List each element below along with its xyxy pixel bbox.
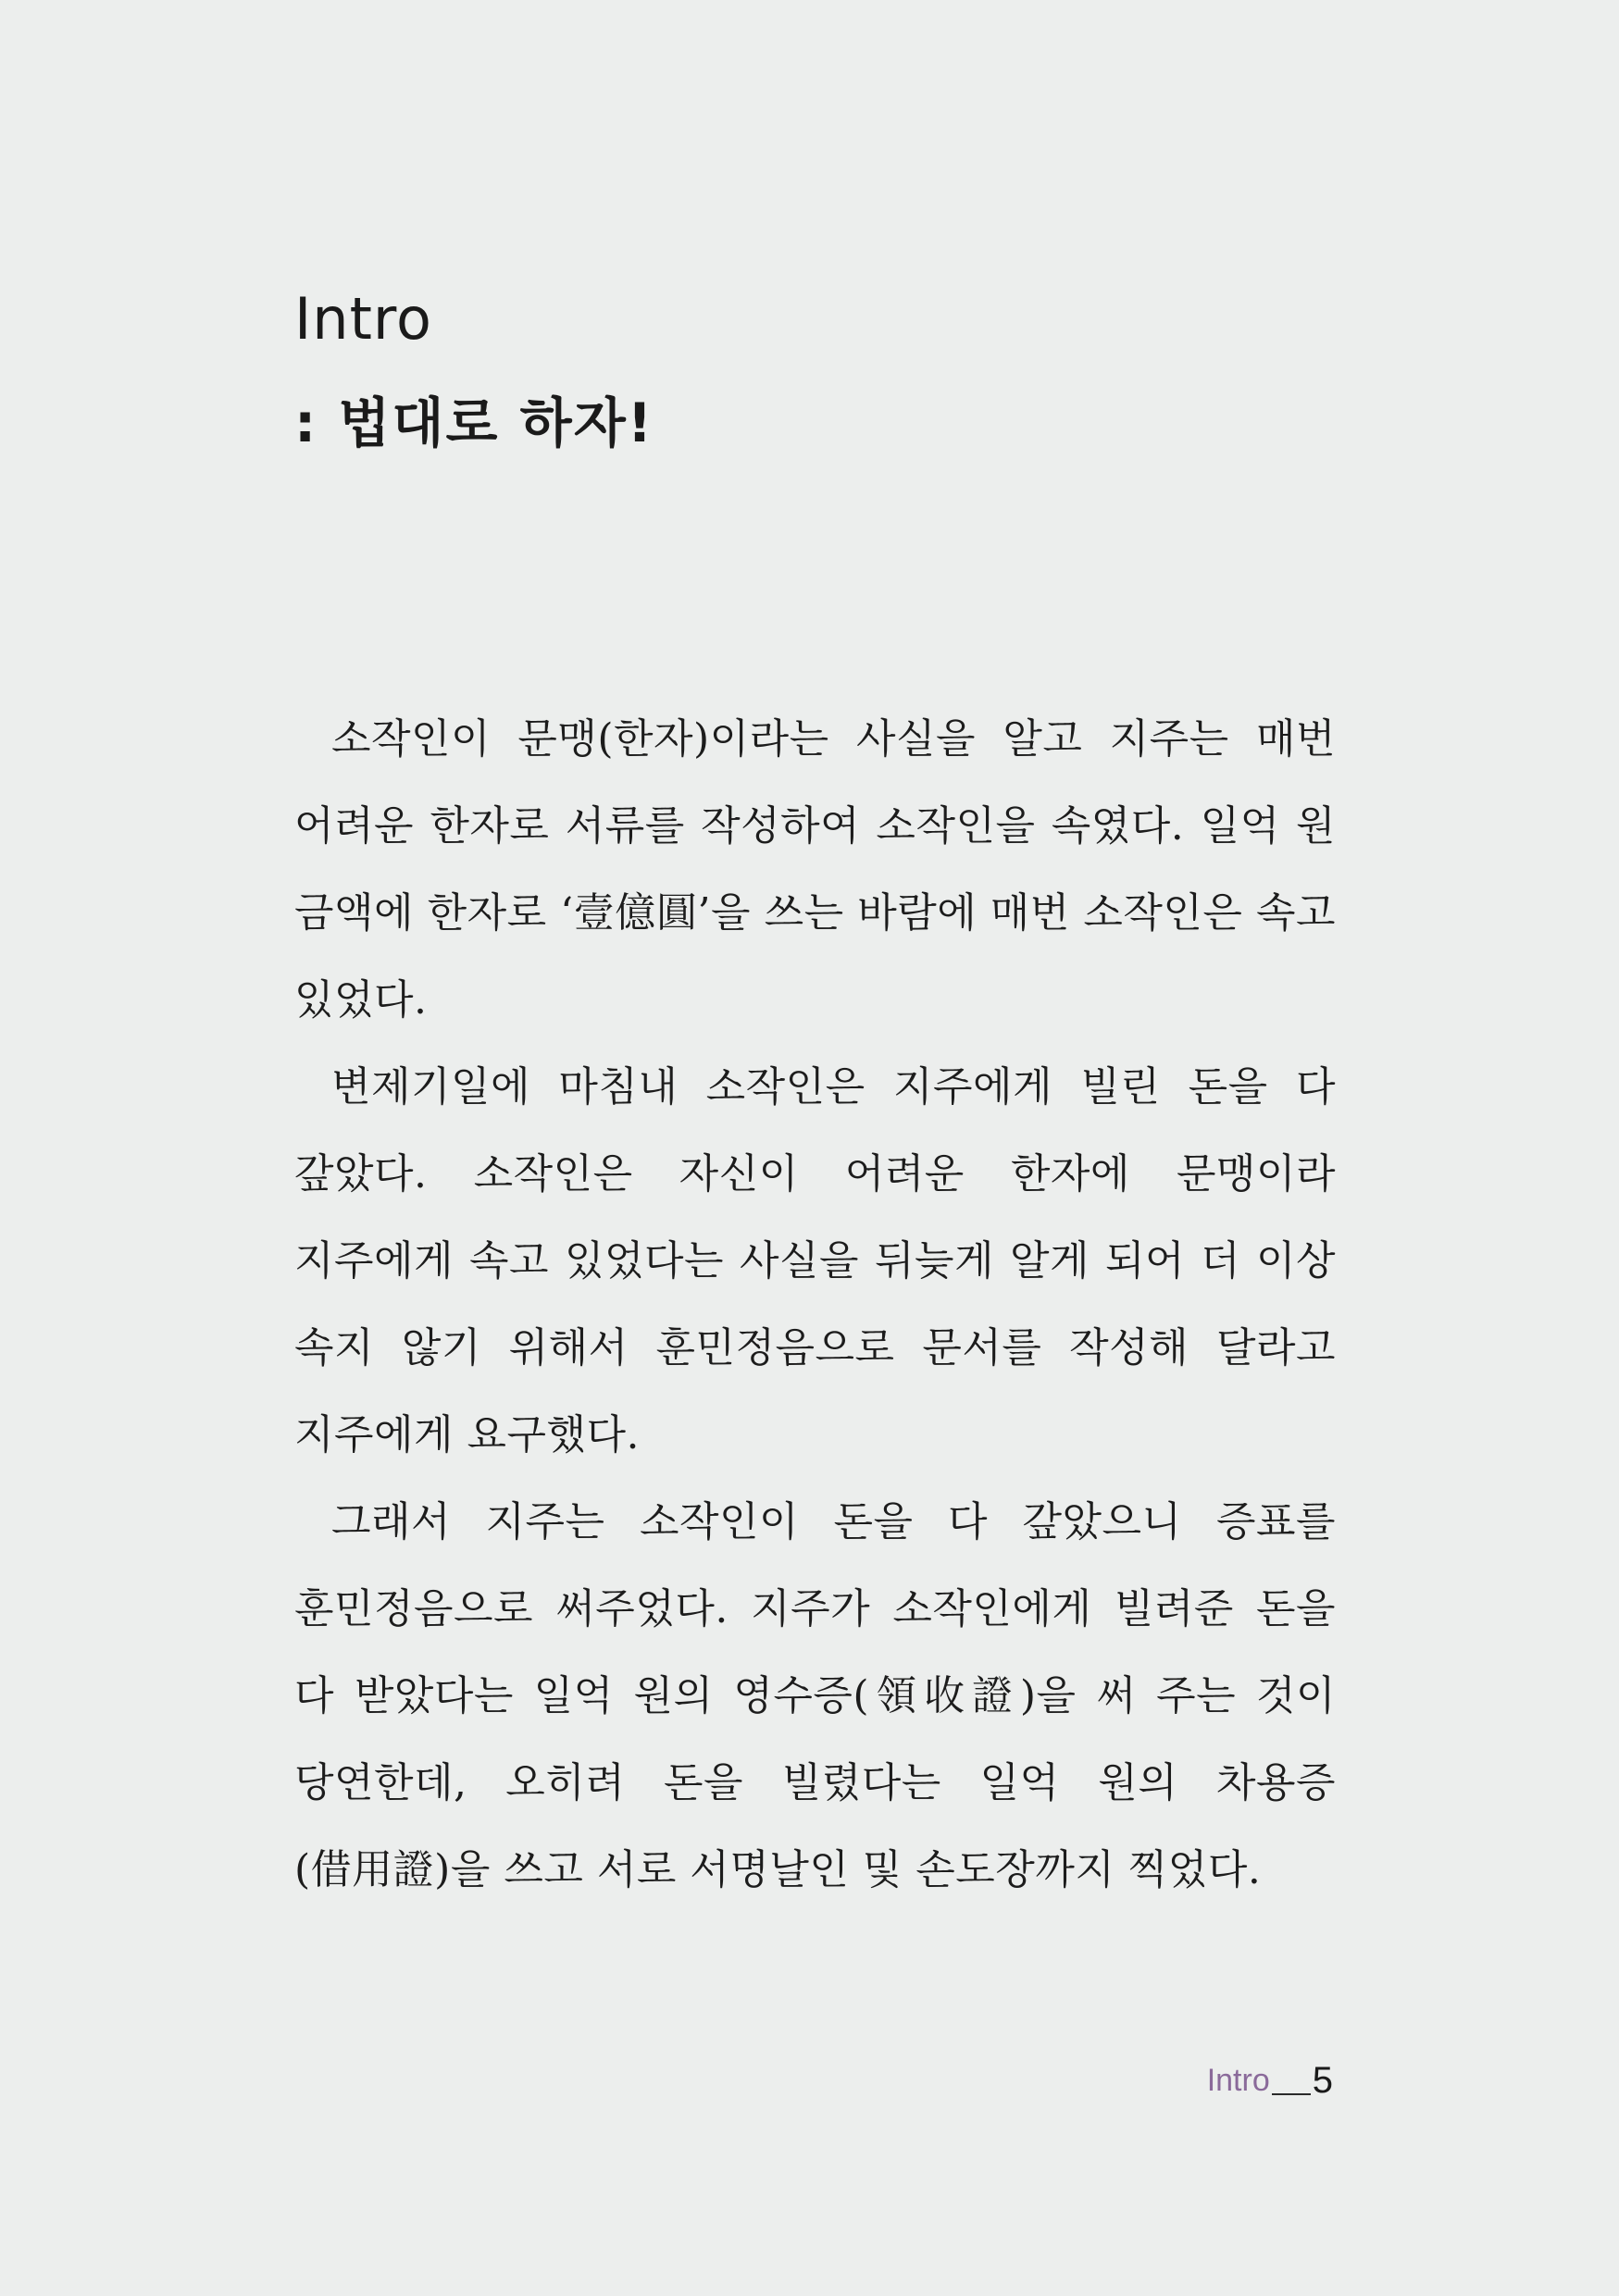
paragraph-3: 그래서 지주는 소작인이 돈을 다 갚았으니 증표를 훈민정음으로 써주었다. 지주가 소작인에게 빌려준 돈을 다 받았다는 일억 원의 영수증(領收證)을 써 주는 것이 당연한데, 오히려 돈을 빌렸다는 일억 원의 차용증(借用證)을 쓰고 서로 서명날인 및 손도장까지 찍었다. bbox=[294, 1498, 1336, 1893]
footer-section-label: Intro bbox=[1206, 2063, 1270, 2098]
paragraph-1: 소작인이 문맹(한자)이라는 사실을 알고 지주는 매번 어려운 한자로 서류를 작성하여 소작인을 속였다. 일억 원 금액에 한자로 ‘壹億圓’을 쓰는 바람에 매번 소작인은 속고 있었다. bbox=[294, 715, 1336, 1024]
page-footer bbox=[1207, 2062, 1333, 2099]
body-text bbox=[294, 696, 1336, 1914]
page-number: 5 bbox=[1312, 2060, 1333, 2101]
chapter-title: Intro bbox=[294, 285, 432, 353]
footer-rule bbox=[1272, 2093, 1311, 2095]
paragraph-2: 변제기일에 마침내 소작인은 지주에게 빌린 돈을 다 갚았다. 소작인은 자신이 어려운 한자에 문맹이라 지주에게 속고 있었다는 사실을 뒤늦게 알게 되어 더 이상 속지 않기 위해서 훈민정음으로 문서를 작성해 달라고 지주에게 요구했다. bbox=[294, 1063, 1336, 1458]
chapter-heading bbox=[294, 278, 1359, 465]
chapter-subtitle: : 법대로 하자! bbox=[294, 391, 654, 454]
